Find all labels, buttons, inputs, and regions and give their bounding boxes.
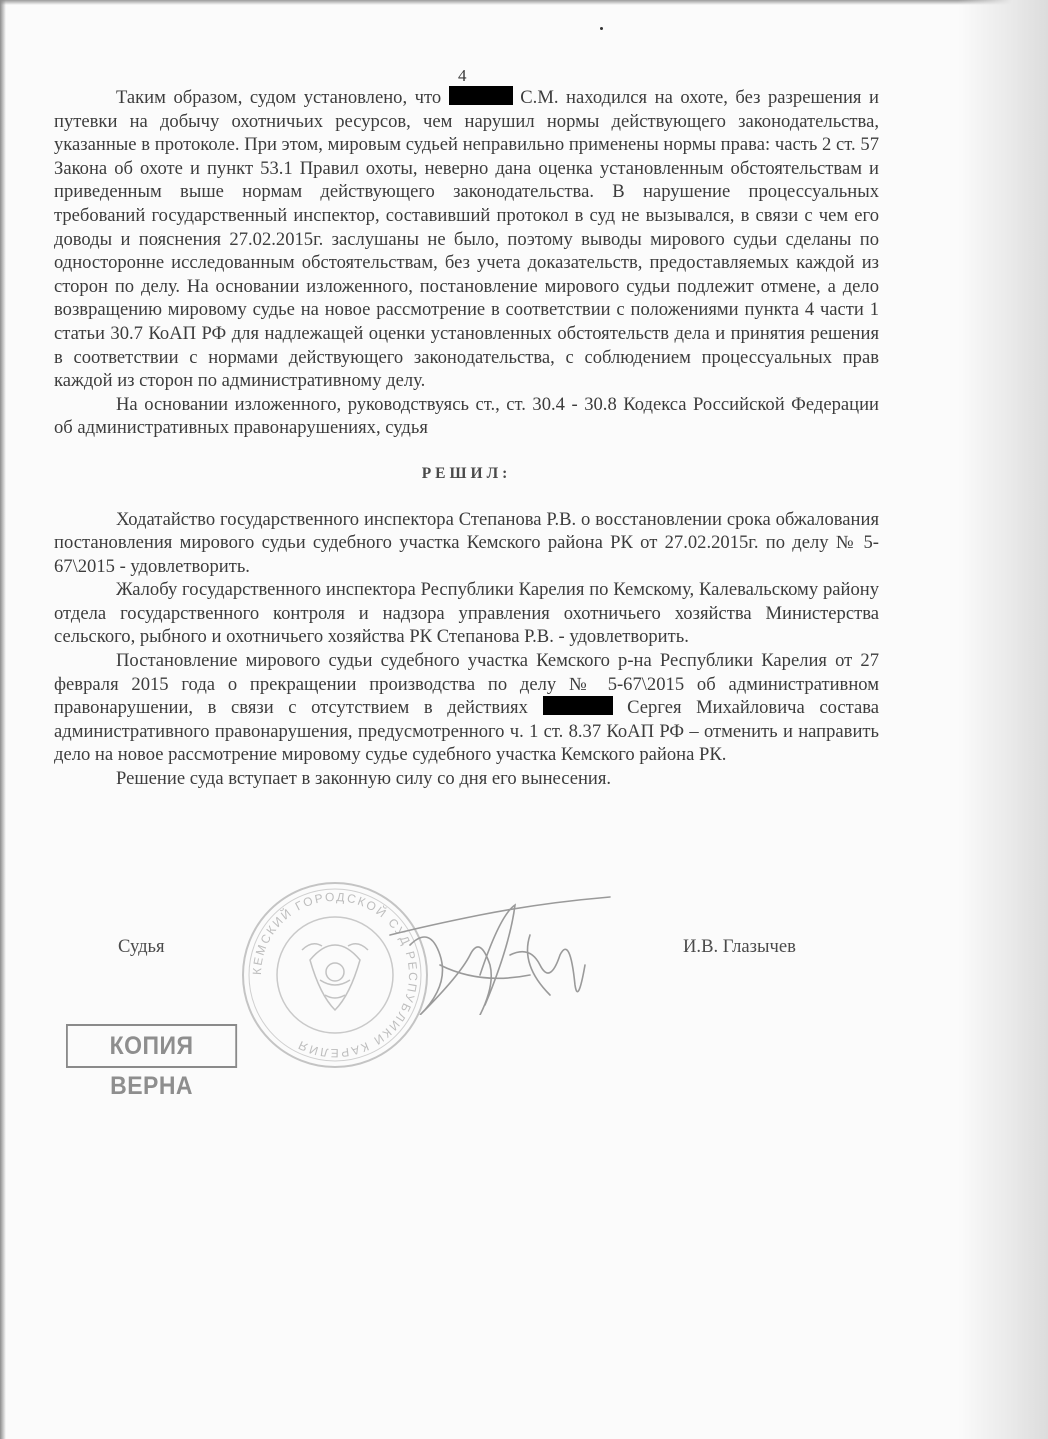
paragraph-effect: Решение суда вступает в законную силу со дня его вынесения. bbox=[116, 768, 612, 790]
paragraph-ruling-rest: Сергея Михайловича состава административного правонарушения, предусмотренного ч. 1 ст. 8.37 КоАП РФ – отменить и направить дело на новое рассмотрение мировому судье судебного участка Кемского района РК. bbox=[54, 697, 880, 766]
paragraph-grounds: На основании изложенного, руководствуясь ст., ст. 30.4 - 30.8 Кодекса Российской Федерации об административных правонарушениях, судья bbox=[54, 393, 879, 439]
signature-label: Судья bbox=[118, 936, 165, 957]
scan-speck bbox=[600, 27, 603, 30]
decision-heading: РЕШИЛ: bbox=[421, 464, 512, 482]
page-number: 4 bbox=[458, 66, 467, 85]
document-body bbox=[54, 86, 879, 791]
scan-edge-left bbox=[0, 0, 6, 1439]
paragraph-ruling-start: Постановление мирового судьи судебного участка Кемского р-на Республики Карелия от 27 февраля 2015 года о прекращении производства по делу № 5-67\2015 об административном правонарушении, в связи с отсутствием в действиях bbox=[54, 650, 879, 719]
scan-edge-right bbox=[958, 0, 1048, 1439]
scan-edge-top bbox=[0, 0, 1048, 5]
paragraph-petition: Ходатайство государственного инспектора Степанова Р.В. о восстановлении срока обжалования постановления мирового судьи судебного участка Кемского района РК от 27.02.2015г. по делу № 5-67\2015 - удовлетворить. bbox=[54, 508, 879, 577]
redaction-block bbox=[449, 86, 513, 105]
paragraph-findings-rest: С.М. находился на охоте, без разрешения и путевки на добычу охотничьих ресурсов, чем нарушил нормы действующего законодательства, указанные в протоколе. При этом, мировым судьей неправильно применены нормы права: часть 2 ст. 57 Закона об охоте и пункт 53.1 Правил охоты, неверно дана оценка установленным обстоятельствам и приведенным выше нормам действующего законодательства. В нарушение процессуальных требований государственный инспектор, составивший протокол в суд не вызывался, в связи с чем его доводы и пояснения 27.02.2015г. заслушаны не было, поэтому выводы мирового судьи сделаны по односторонне исследованным обстоятельствам, без учета доказательств, предоставляемых каждой из сторон по делу. На основании изложенного, постановление мирового судьи подлежит отмене, а дело возвращению мировому судье на новое рассмотрение в соответствии с положениями пункта 4 части 1 статьи 30.7 КоАП РФ для надлежащей оценки установленных обстоятельств дела и принятия решения в соответствии с нормами действующего законодательства, с соблюдением процессуальных прав каждой из сторон по административному делу. bbox=[54, 87, 879, 392]
seal-text: КЕМСКИЙ ГОРОДСКОЙ СУД РЕСПУБЛИКИ КАРЕЛИЯ bbox=[249, 889, 421, 1061]
judge-name: И.В. Глазычев bbox=[683, 936, 796, 957]
redaction-block bbox=[543, 696, 613, 715]
paragraph-findings bbox=[54, 86, 879, 393]
handwritten-signature bbox=[380, 895, 620, 1015]
paragraph-complaint: Жалобу государственного инспектора Республики Карелия по Кемскому, Калевальскому району отдела государственного контроля и надзора управления охотничьего хозяйства Министерства сельского, рыбного и охотничьего хозяйства РК Степанова Р.В. - удовлетворить. bbox=[54, 579, 879, 648]
paragraph-findings-start: Таким образом, судом установлено, что bbox=[116, 87, 442, 108]
paragraph-ruling bbox=[54, 649, 879, 767]
copy-certified-stamp: КОПИЯ ВЕРНА bbox=[66, 1024, 237, 1068]
